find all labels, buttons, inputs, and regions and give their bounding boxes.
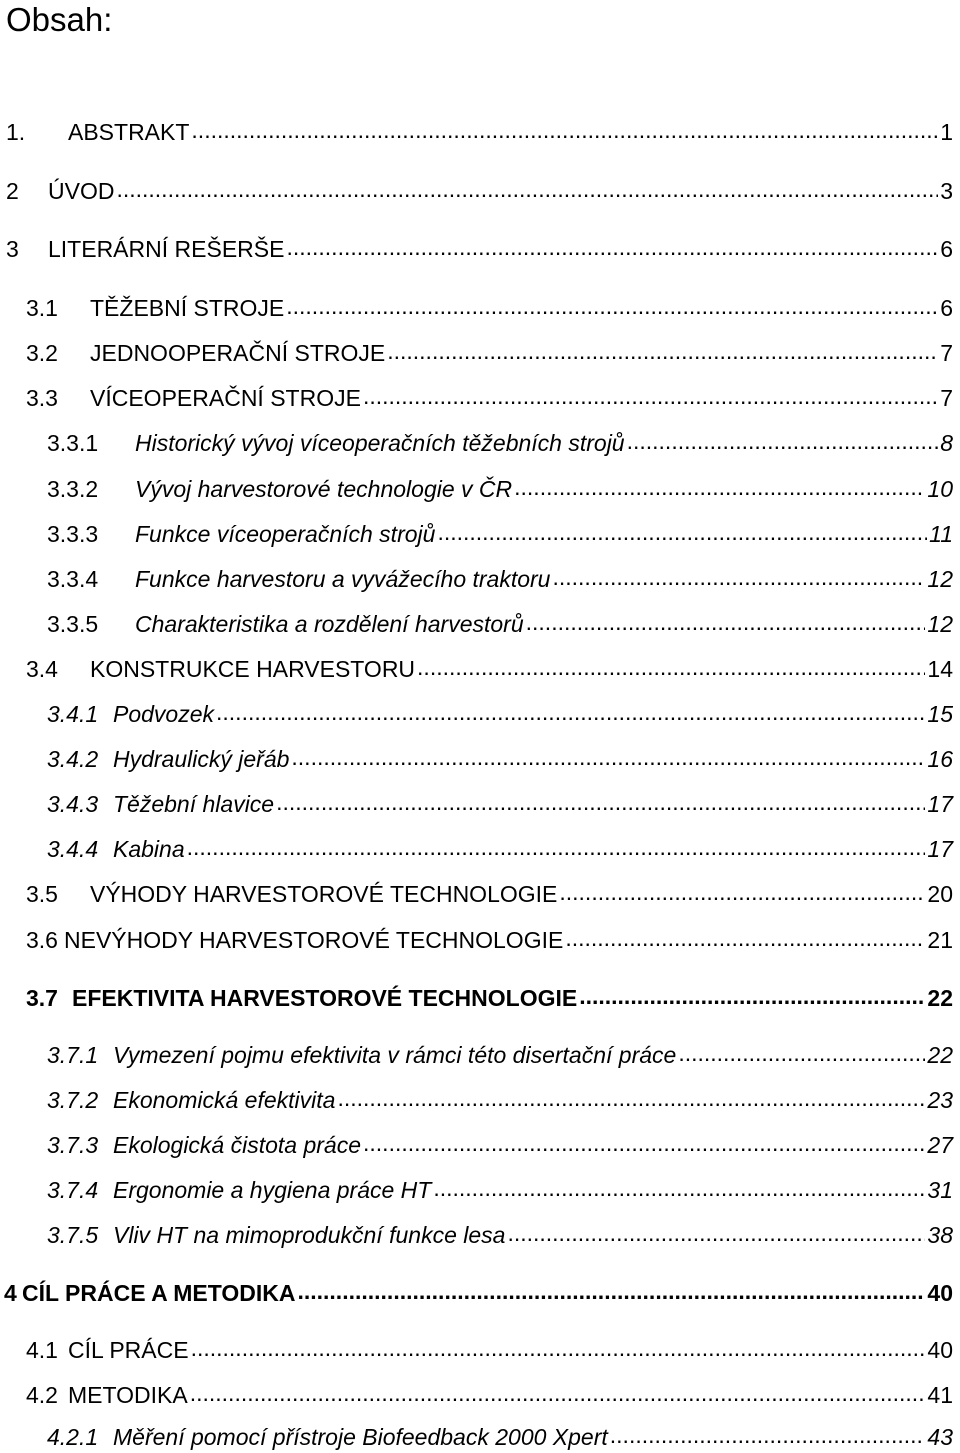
- toc-text: Charakteristika a rozdělení harvestorů: [135, 611, 524, 637]
- toc-entry[interactable]: [0, 786, 960, 818]
- toc-text: Měření pomocí přístroje Biofeedback 2000 Xpert: [113, 1424, 608, 1450]
- toc-number: 1.: [6, 119, 26, 145]
- toc-text: ABSTRAKT: [68, 119, 190, 145]
- toc-entry[interactable]: [0, 114, 960, 146]
- toc-number: 3.3.3: [47, 521, 99, 547]
- toc-leader: [187, 833, 926, 861]
- toc-text: CÍL PRÁCE A METODIKA: [22, 1280, 296, 1306]
- toc-page: 22: [927, 1042, 953, 1068]
- toc-page: 15: [927, 701, 953, 727]
- toc-page: 10: [927, 476, 953, 502]
- toc-number: 3.6: [26, 927, 58, 953]
- toc-leader: [610, 1421, 926, 1449]
- toc-number: 4.1: [26, 1337, 58, 1363]
- toc-leader: [437, 518, 927, 546]
- toc-number: 3.3.5: [47, 611, 99, 637]
- toc-text: KONSTRUKCE HARVESTORU: [90, 656, 416, 682]
- toc-entry[interactable]: [0, 922, 960, 954]
- toc-leader: [559, 878, 925, 906]
- toc-text: Vliv HT na mimoprodukční funkce lesa: [113, 1222, 506, 1248]
- toc-text: NEVÝHODY HARVESTOROVÉ TECHNOLOGIE: [64, 927, 564, 953]
- toc-entry[interactable]: [0, 1082, 960, 1114]
- toc-entry[interactable]: [0, 1172, 960, 1204]
- toc-entry[interactable]: [0, 173, 960, 205]
- toc-page: 17: [927, 791, 953, 817]
- toc-leader: [291, 743, 925, 771]
- toc-text: Kabina: [113, 836, 185, 862]
- toc-leader: [216, 698, 925, 726]
- toc-leader: [417, 653, 925, 681]
- toc-entry[interactable]: [0, 876, 960, 908]
- toc-number: 3.4.1: [47, 701, 99, 727]
- toc-leader: [363, 382, 938, 410]
- toc-number: 3.5: [26, 881, 58, 907]
- toc-leader: [514, 473, 925, 501]
- toc-leader: [286, 292, 938, 320]
- toc-leader: [565, 924, 925, 952]
- toc-number: 3.7.4: [47, 1177, 99, 1203]
- toc-number: 3.7.5: [47, 1222, 99, 1248]
- toc-leader: [286, 233, 938, 261]
- toc-page: 3: [940, 178, 953, 204]
- toc-entry[interactable]: [0, 335, 960, 367]
- toc-entry[interactable]: [0, 1419, 960, 1451]
- toc-page: 6: [940, 295, 953, 321]
- toc-leader: [276, 788, 925, 816]
- toc-number: 3.3.4: [47, 566, 99, 592]
- toc-entry[interactable]: [0, 1332, 960, 1364]
- toc-text: Podvozek: [113, 701, 215, 727]
- toc-entry[interactable]: [0, 1275, 960, 1307]
- toc-entry[interactable]: [0, 516, 960, 548]
- toc-leader: [116, 175, 938, 203]
- toc-page: 14: [927, 656, 953, 682]
- toc-page: 17: [927, 836, 953, 862]
- toc-number: 4.2: [26, 1382, 58, 1408]
- toc-entry[interactable]: [0, 651, 960, 683]
- toc-text: Ekologická čistota práce: [113, 1132, 362, 1158]
- toc-number: 3.1: [26, 295, 58, 321]
- toc-leader: [387, 337, 938, 365]
- toc-page: 7: [940, 385, 953, 411]
- toc-entry[interactable]: [0, 980, 960, 1012]
- toc-entry[interactable]: [0, 1377, 960, 1409]
- toc-text: TĚŽEBNÍ STROJE: [90, 295, 285, 321]
- toc-text: Ekonomická efektivita: [113, 1087, 336, 1113]
- toc-page: 20: [927, 881, 953, 907]
- toc-page: 6: [940, 236, 953, 262]
- toc-entry[interactable]: [0, 471, 960, 503]
- toc-entry[interactable]: [0, 231, 960, 263]
- toc-text: Ergonomie a hygiena práce HT: [113, 1177, 432, 1203]
- toc-entry[interactable]: [0, 696, 960, 728]
- toc-leader: [433, 1174, 925, 1202]
- toc-entry[interactable]: [0, 290, 960, 322]
- toc-text: Vývoj harvestorové technologie v ČR: [135, 476, 513, 502]
- toc-number: 3.2: [26, 340, 58, 366]
- toc-page: 12: [927, 611, 953, 637]
- toc-entry[interactable]: [0, 831, 960, 863]
- toc-number: 3.3: [26, 385, 58, 411]
- toc-number: 3.4: [26, 656, 58, 682]
- toc-number: 3.4.2: [47, 746, 99, 772]
- toc-text: LITERÁRNÍ REŠERŠE: [48, 236, 285, 262]
- toc-page: 1: [940, 119, 953, 145]
- page-title: Obsah:: [6, 1, 113, 38]
- toc-page: 11: [929, 521, 953, 547]
- toc-page: 23: [927, 1087, 953, 1113]
- toc-number: 3.4.4: [47, 836, 99, 862]
- toc-leader: [190, 1379, 926, 1407]
- toc-text: VÍCEOPERAČNÍ STROJE: [90, 385, 361, 411]
- toc-entry[interactable]: [0, 561, 960, 593]
- toc-number: 3: [6, 236, 19, 262]
- toc-page: 31: [927, 1177, 953, 1203]
- toc-entry[interactable]: [0, 1217, 960, 1249]
- toc-leader: [507, 1219, 925, 1247]
- toc-page: 40: [927, 1280, 953, 1306]
- toc-number: 4.2.1: [47, 1424, 99, 1450]
- toc-page: 22: [927, 985, 953, 1011]
- toc-text: JEDNOOPERAČNÍ STROJE: [90, 340, 386, 366]
- toc-entry[interactable]: [0, 741, 960, 773]
- toc-text: METODIKA: [68, 1382, 188, 1408]
- toc-entry[interactable]: [0, 380, 960, 412]
- toc-text: Funkce harvestoru a vyvážecího traktoru: [135, 566, 551, 592]
- toc-text: Hydraulický jeřáb: [113, 746, 290, 772]
- toc-entry[interactable]: [0, 606, 960, 638]
- toc-page: 12: [927, 566, 953, 592]
- toc-page: 21: [927, 927, 953, 953]
- toc-entry[interactable]: [0, 1127, 960, 1159]
- toc-leader: [526, 608, 926, 636]
- toc-text: Těžební hlavice: [113, 791, 275, 817]
- toc-page: 27: [927, 1132, 953, 1158]
- toc-number: 3.3.2: [47, 476, 99, 502]
- toc-leader: [297, 1277, 925, 1305]
- toc-page: 38: [927, 1222, 953, 1248]
- toc-text: EFEKTIVITA HARVESTOROVÉ TECHNOLOGIE: [72, 985, 578, 1011]
- toc-text: Vymezení pojmu efektivita v rámci této disertační práce: [113, 1042, 677, 1068]
- toc-leader: [678, 1039, 925, 1067]
- toc-leader: [337, 1084, 925, 1112]
- toc-page: 43: [927, 1424, 953, 1450]
- toc-number: 3.4.3: [47, 791, 99, 817]
- toc-number: 4: [4, 1280, 17, 1306]
- toc-leader: [191, 116, 938, 144]
- toc-text: Historický vývoj víceoperačních těžebních strojů: [135, 430, 625, 456]
- toc-page: 7: [940, 340, 953, 366]
- toc-text: VÝHODY HARVESTOROVÉ TECHNOLOGIE: [90, 881, 558, 907]
- toc-page: 16: [927, 746, 953, 772]
- toc-entry[interactable]: [0, 425, 960, 457]
- toc-number: 3.7: [26, 985, 58, 1011]
- toc-page: 41: [927, 1382, 953, 1408]
- toc-number: 3.3.1: [47, 430, 99, 456]
- toc-leader: [552, 563, 925, 591]
- toc-entry[interactable]: [0, 1037, 960, 1069]
- toc-leader: [627, 427, 939, 455]
- toc-number: 2: [6, 178, 19, 204]
- toc-number: 3.7.2: [47, 1087, 99, 1113]
- toc-text: Funkce víceoperačních strojů: [135, 521, 436, 547]
- toc-page: 8: [940, 430, 953, 456]
- toc-text: CÍL PRÁCE: [68, 1337, 189, 1363]
- toc-number: 3.7.3: [47, 1132, 99, 1158]
- toc-number: 3.7.1: [47, 1042, 99, 1068]
- toc-text: ÚVOD: [48, 178, 115, 204]
- toc-leader: [579, 982, 925, 1010]
- toc-page: 40: [927, 1337, 953, 1363]
- toc-leader: [191, 1334, 926, 1362]
- toc-leader: [363, 1129, 925, 1157]
